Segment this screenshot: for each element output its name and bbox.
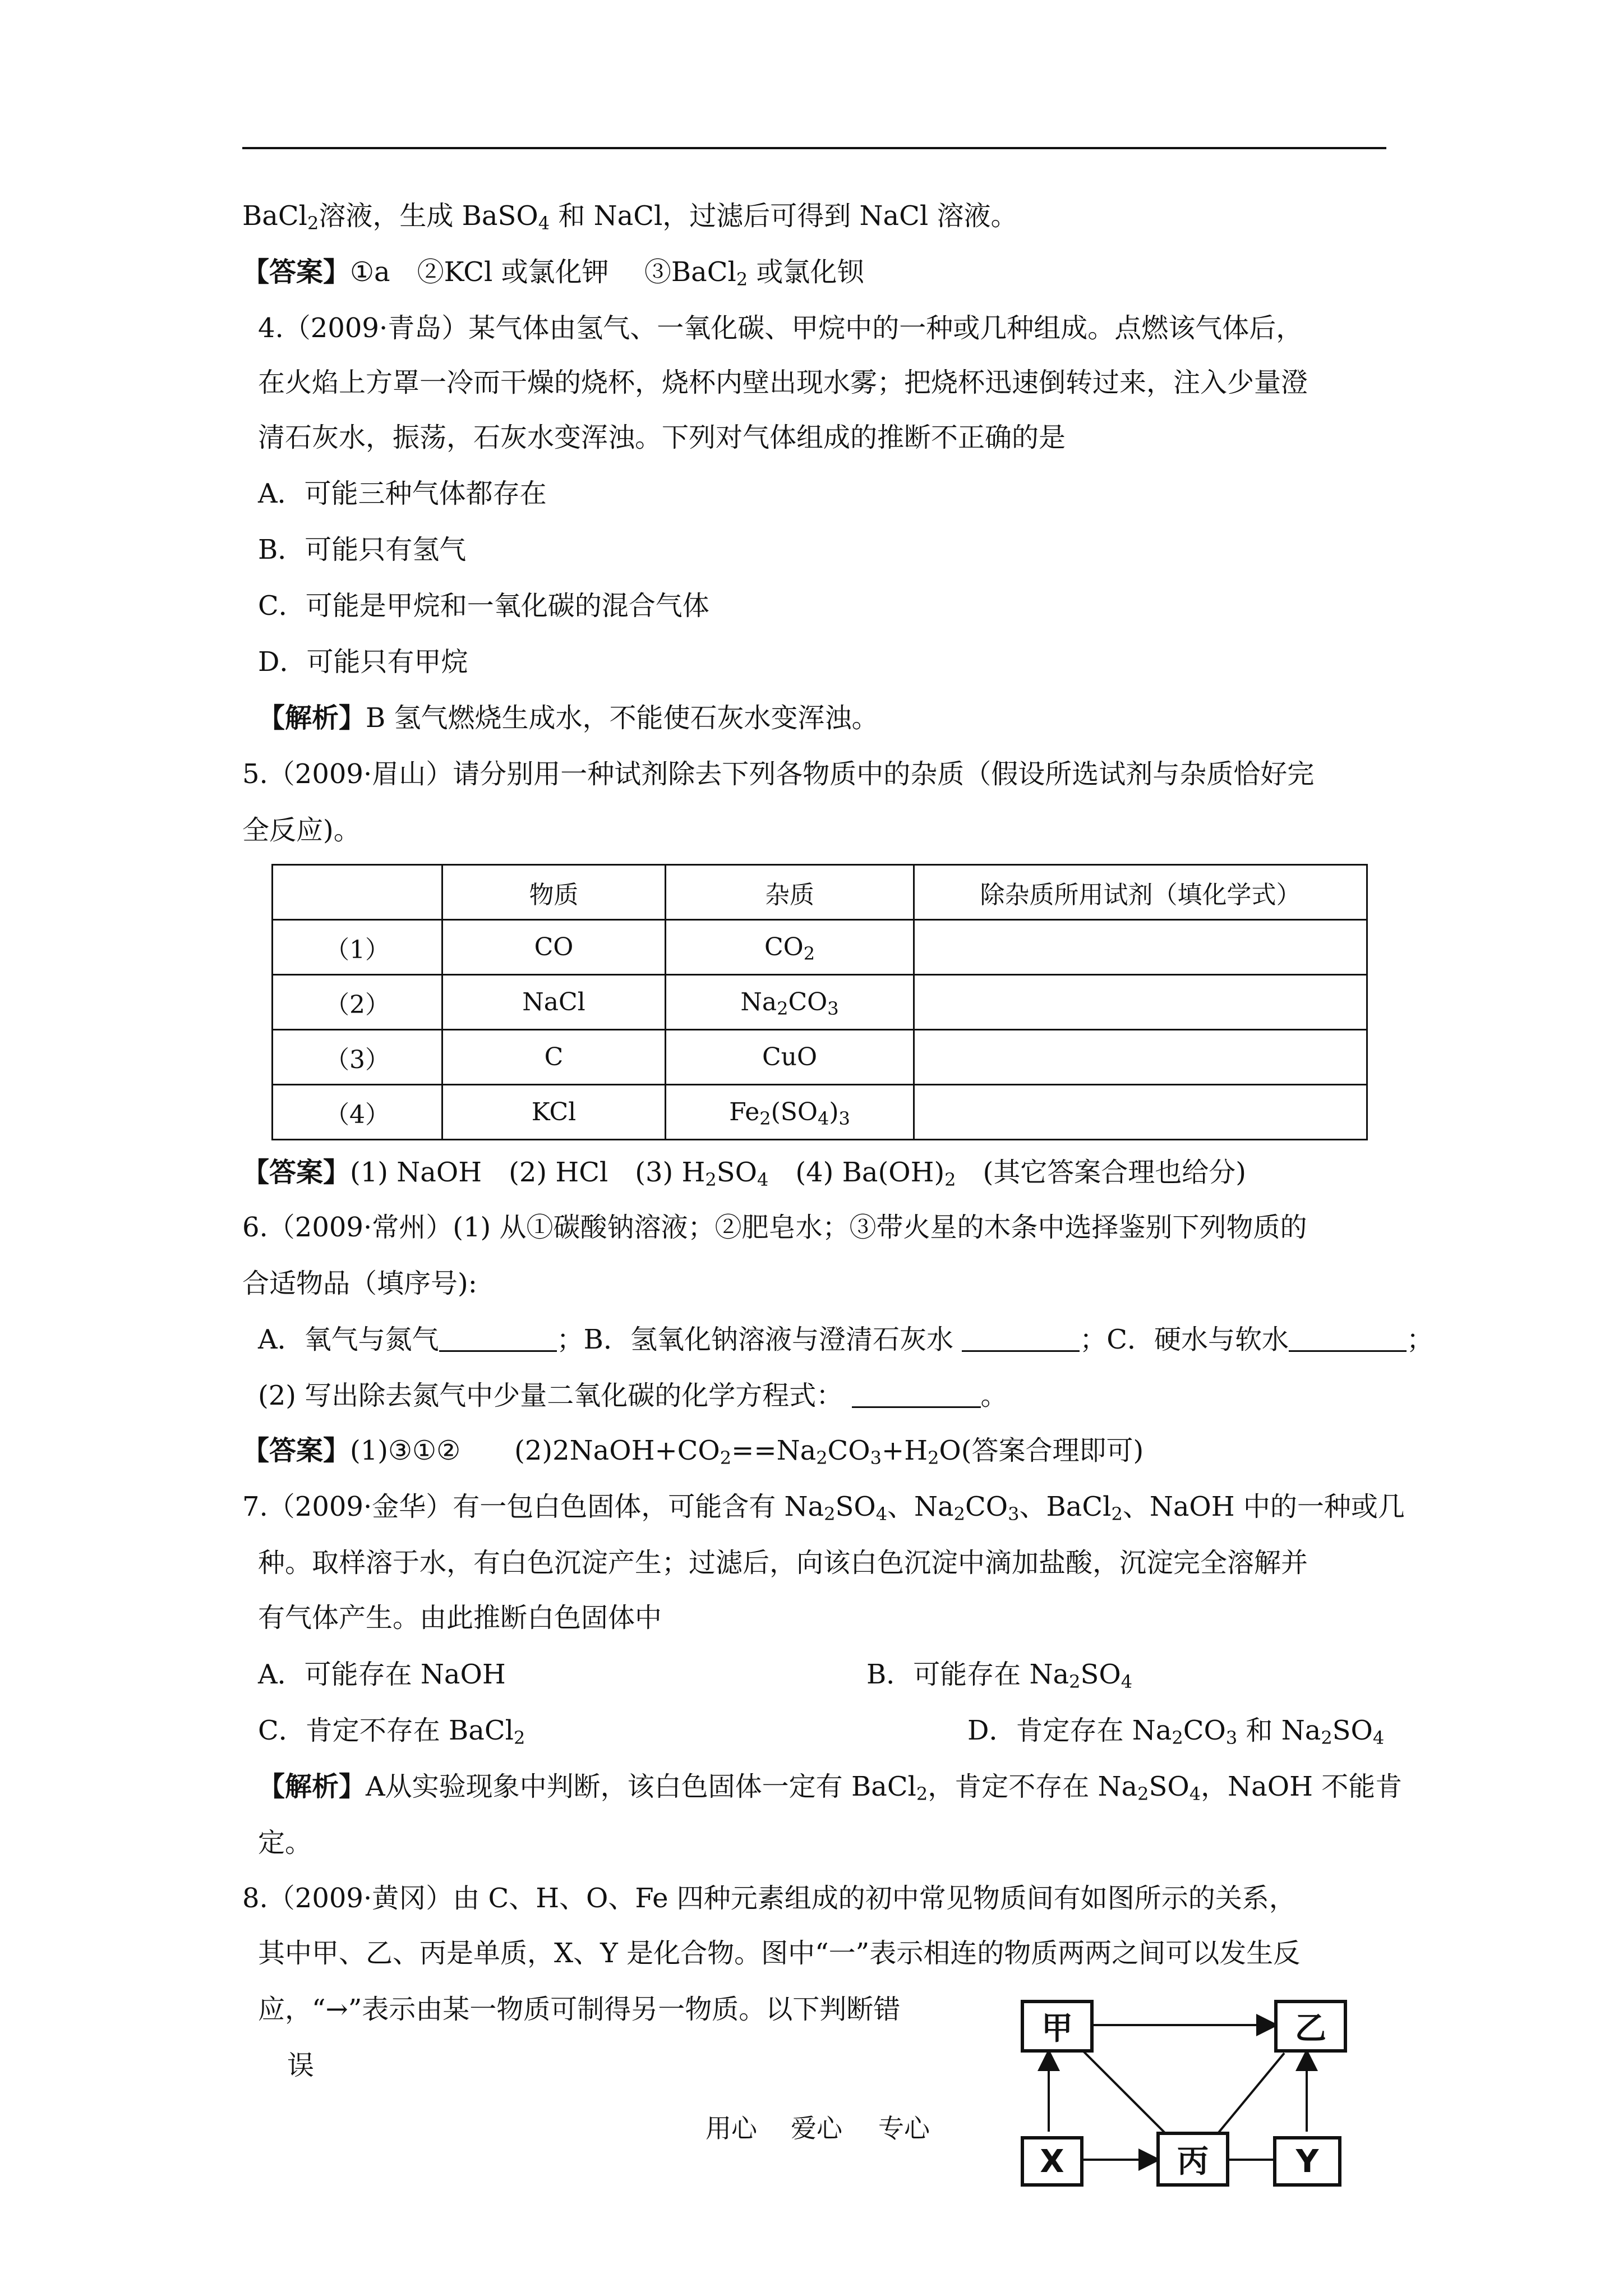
option-c: C．可能是甲烷和一氧化碳的混合气体	[258, 590, 709, 622]
table-cell: $CO_2$	[666, 920, 914, 975]
text-line: 全反应)。	[242, 815, 361, 846]
node-x: X	[1021, 2136, 1083, 2187]
header-rule	[242, 147, 1386, 149]
text-line: 清石灰水，振荡，石灰水变浑浊。下列对气体组成的推断不正确的是	[258, 422, 1066, 453]
blank-b[interactable]	[962, 1323, 1080, 1352]
footer-text-3: 专心	[878, 2113, 930, 2143]
table-row	[273, 920, 1367, 975]
table-cell: 物质	[442, 865, 666, 920]
table-row	[273, 1030, 1367, 1085]
question-5: 5.（2009·眉山）请分别用一种试剂除去下列各物质中的杂质（假设所选试剂与杂质恰好完	[242, 758, 1315, 790]
table-cell: C	[442, 1030, 666, 1085]
blank-c[interactable]	[1289, 1323, 1407, 1352]
text-line: 种。取样溶于水，有白色沉淀产生；过滤后，向该白色沉淀中滴加盐酸，沉淀完全溶解并	[258, 1547, 1308, 1579]
table-cell: CuO	[666, 1030, 914, 1085]
option-d: D．肯定存在 $Na_2CO_3$ 和 $Na_2SO_4$	[967, 1715, 1385, 1749]
option-b: B．可能只有氢气	[258, 534, 467, 565]
node-jia: 甲	[1021, 2000, 1094, 2053]
text-line: 合适物品（填序号):	[242, 1268, 477, 1299]
table-cell: （4）	[273, 1085, 442, 1140]
blank-a[interactable]	[439, 1323, 557, 1352]
table-cell: 杂质	[666, 865, 914, 920]
footer-text-2: 爱心	[791, 2113, 842, 2143]
table-row	[273, 1085, 1367, 1140]
text-line: 有气体产生。由此推断白色固体中	[258, 1602, 662, 1634]
table-cell: （3）	[273, 1030, 442, 1085]
table-cell: CO	[442, 920, 666, 975]
analysis-line: 【解析】B 氢气燃烧生成水，不能使石灰水变浑浊。	[258, 702, 879, 734]
question-6: 6.（2009·常州）(1) 从①碳酸钠溶液；②肥皂水；③带火星的木条中选择鉴别下列物质的	[242, 1212, 1307, 1243]
text-line: 误	[287, 2050, 315, 2081]
table-header-row	[273, 865, 1367, 920]
table-cell: KCl	[442, 1085, 666, 1140]
text-line: 其中甲、乙、丙是单质，X、Y 是化合物。图中“一”表示相连的物质两两之间可以发生反	[258, 1938, 1301, 1969]
table-cell: NaCl	[442, 975, 666, 1030]
relationship-diagram	[1009, 1997, 1346, 2188]
question-7: 7.（2009·金华）有一包白色固体，可能含有 $Na_2SO_4$、$Na_2CO_3$、BaCl$_2$、NaOH 中的一种或几	[242, 1491, 1405, 1525]
link-bing-yi	[1217, 2053, 1284, 2134]
option-d: D．可能只有甲烷	[258, 646, 468, 678]
node-bing: 丙	[1156, 2132, 1229, 2187]
table-cell: （2）	[273, 975, 442, 1030]
table-cell: $Fe_2(SO_4)_3$	[666, 1085, 914, 1140]
question-4: 4.（2009·青岛）某气体由氢气、一氧化碳、甲烷中的一种或几种组成。点燃该气体后，	[258, 312, 1303, 344]
impurity-table	[271, 864, 1368, 1140]
table-cell: $Na_2CO_3$	[666, 975, 914, 1030]
question-8: 8.（2009·黄冈）由 C、H、O、Fe 四种元素组成的初中常见物质间有如图所示的关系，	[242, 1883, 1296, 1914]
answer-cell[interactable]	[914, 1030, 1367, 1085]
footer-text-1: 用心	[706, 2113, 757, 2143]
text-line: 应，“→”表示由某一物质可制得另一物质。以下判断错	[258, 1994, 901, 2025]
option-a: A．可能存在 NaOH	[258, 1659, 506, 1690]
table-row	[273, 975, 1367, 1030]
text-line: 定。	[258, 1827, 312, 1858]
analysis-line: 【解析】A从实验现象中判断，该白色固体一定有 BaCl$_2$，肯定不存在 $Na_2SO_4$，NaOH 不能肯	[258, 1771, 1403, 1805]
answer-line: 【答案】(1) NaOH (2) HCl (3) $H_2SO_4$ (4) $Ba(OH)_2$ (其它答案合理也给分)	[242, 1157, 1246, 1190]
blank-equation[interactable]	[852, 1379, 981, 1408]
table-cell: 除杂质所用试剂（填化学式）	[914, 865, 1367, 920]
table-cell	[273, 865, 442, 920]
text-line: A．氧气与氮气 ；B．氢氧化钠溶液与澄清石灰水 ；C．硬水与软水 ；	[258, 1324, 1433, 1355]
node-yi: 乙	[1274, 2000, 1347, 2053]
option-a: A．可能三种气体都存在	[258, 478, 547, 509]
text-line: (2) 写出除去氮气中少量二氧化碳的化学方程式： 。	[258, 1380, 1008, 1411]
text-line: BaCl$_2$溶液，生成 BaSO$_4$ 和 NaCl，过滤后可得到 NaCl 溶液。	[242, 200, 1018, 234]
text-line: 在火焰上方罩一冷而干燥的烧杯，烧杯内壁出现水雾；把烧杯迅速倒转过来，注入少量澄	[258, 367, 1308, 398]
link-jia-bing	[1082, 2050, 1166, 2134]
table-cell: （1）	[273, 920, 442, 975]
answer-cell[interactable]	[914, 920, 1367, 975]
option-b: B．可能存在 $Na_2SO_4$	[866, 1659, 1133, 1692]
node-y: Y	[1273, 2136, 1341, 2187]
answer-line: 【答案】①a ②KCl 或氯化钾 ③BaCl$_2$ 或氯化钡	[242, 256, 864, 290]
answer-cell[interactable]	[914, 975, 1367, 1030]
answer-cell[interactable]	[914, 1085, 1367, 1140]
answer-line: 【答案】(1)③①② $(2)2NaOH+CO_2==Na_2CO_3+H_2O$(答案合理即可)	[242, 1435, 1144, 1469]
option-c: C．肯定不存在 BaCl$_2$	[258, 1715, 525, 1749]
